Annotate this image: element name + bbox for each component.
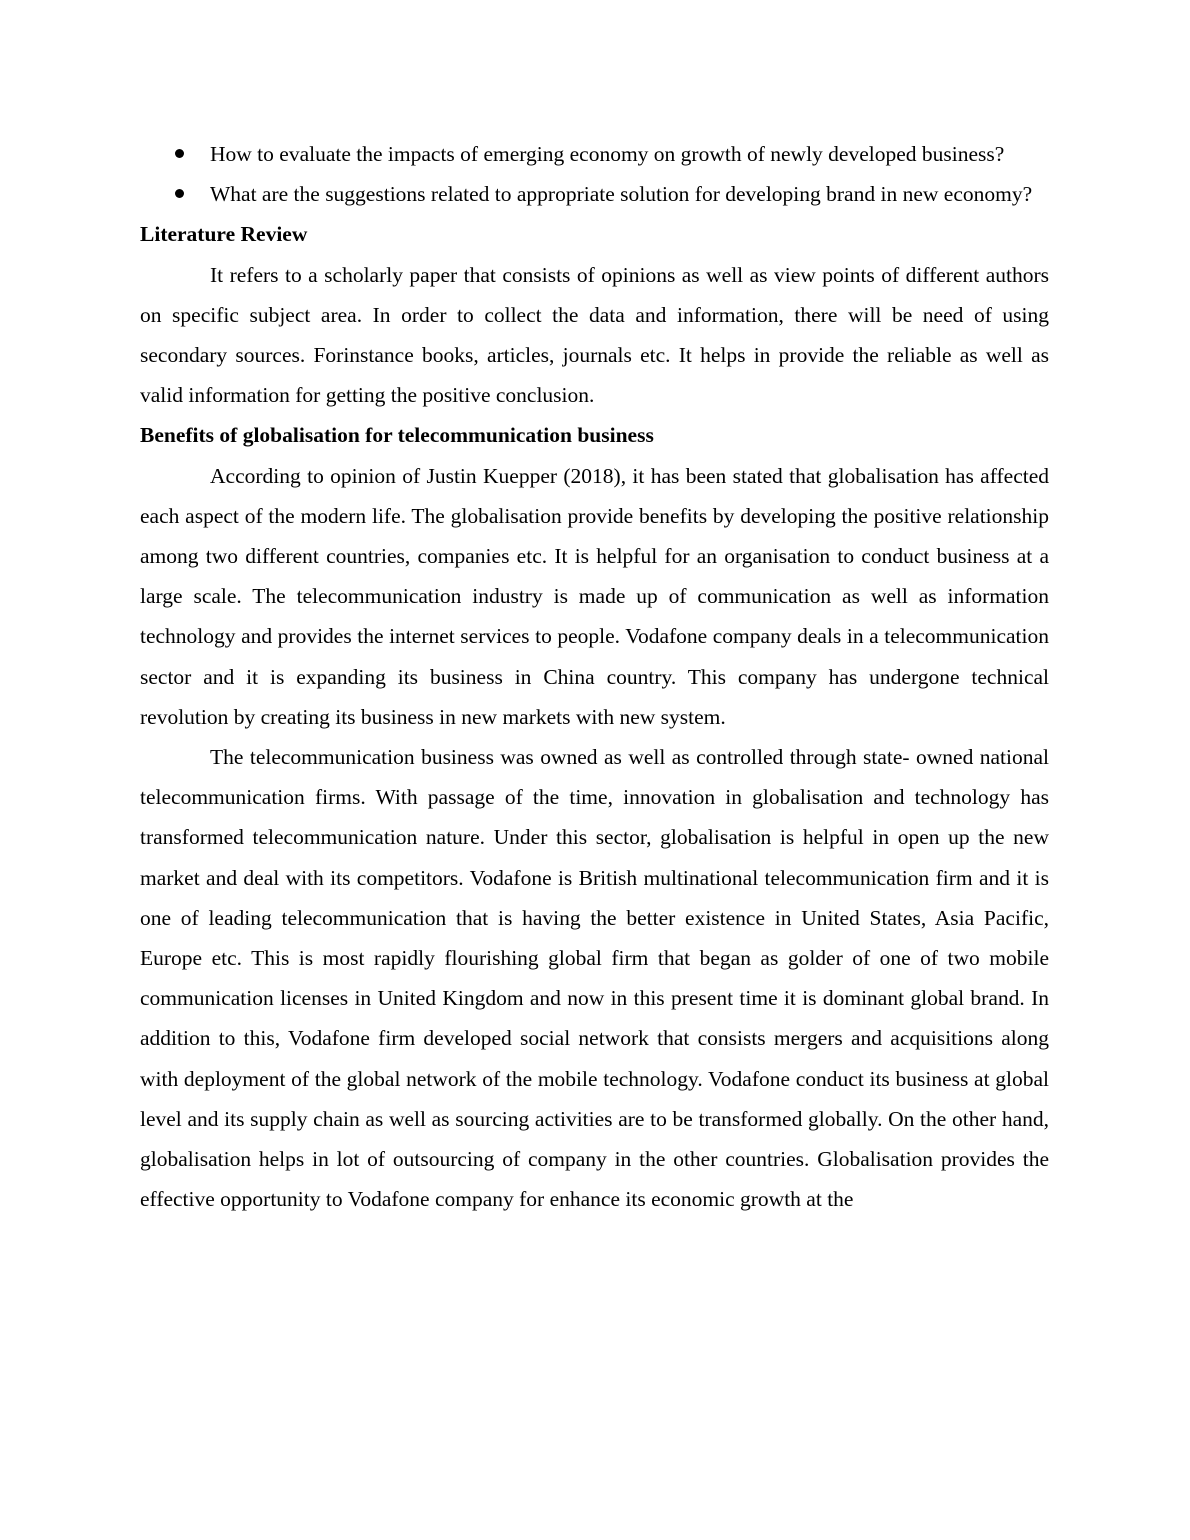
benefits-paragraph-2: The telecommunication business was owned as well as controlled through state- owned national telecommunication firms. With passage of the time, innovation in globalisation and technology has transformed telecommunication nature. Under this sector, globalisation is helpful in open up the new market and deal with its competitors. Vodafone is British multinational telecommunication firm and it is one of leading telecommunication that is having the better existence in United States, Asia Pacific, Europe etc. This is most rapidly flourishing global firm that began as golder of one of two mobile communication licenses in United Kingdom and now in this present time it is dominant global brand. In addition to this, Vodafone firm developed social network that consists mergers and acquisitions along with deployment of the global network of the mobile technology. Vodafone conduct its business at global level and its supply chain as well as sourcing activities are to be transformed globally. On the other hand, globalisation helps in lot of outsourcing of company in the other countries. Globalisation provides the effective opportunity to Vodafone company for enhance its economic growth at the xyxy=(140,745,1049,1212)
benefits-paragraph-1: According to opinion of Justin Kuepper (2018), it has been stated that globalisation has affected each aspect of the modern life. The globalisation provide benefits by developing the positive relationship among two different countries, companies etc. It is helpful for an organisation to conduct business at a large scale. The telecommunication industry is made up of communication as well as information technology and provides the internet services to people. Vodafone company deals in a telecommunication sector and it is expanding its business in China country. This company has undergone technical revolution by creating its business in new markets with new system. xyxy=(140,463,1049,729)
research-questions-list xyxy=(140,134,1049,214)
bullet-icon xyxy=(175,189,184,198)
bullet-icon xyxy=(175,149,184,158)
list-item xyxy=(140,134,1049,174)
list-item xyxy=(140,174,1049,214)
literature-review-paragraph: It refers to a scholarly paper that consists of opinions as well as view points of different authors on specific subject area. In order to collect the data and information, there will be need of using secondary sources. Forinstance books, articles, journals etc. It helps in provide the reliable as well as valid information for getting the positive conclusion. xyxy=(140,262,1049,408)
document-page xyxy=(140,134,1049,1219)
question-text: How to evaluate the impacts of emerging economy on growth of newly developed business? xyxy=(210,142,1005,166)
literature-review-heading: Literature Review xyxy=(140,222,308,247)
benefits-heading: Benefits of globalisation for telecommunication business xyxy=(140,423,654,448)
question-text: What are the suggestions related to appropriate solution for developing brand in new economy? xyxy=(210,182,1033,207)
